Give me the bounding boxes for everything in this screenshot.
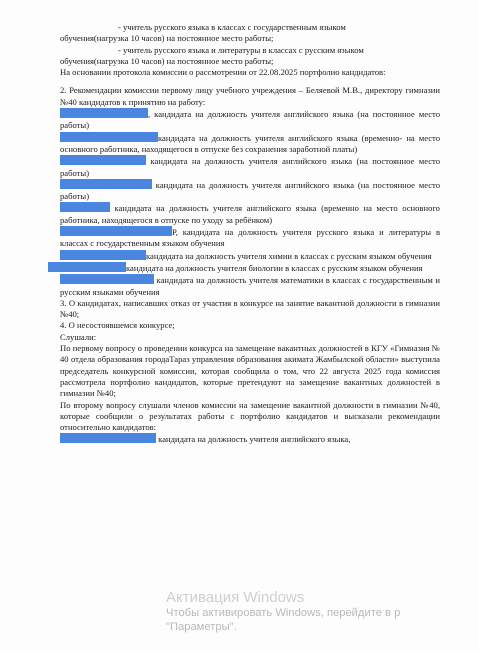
text-line: - учитель русского языка в классах с государственным языком bbox=[118, 22, 346, 32]
refusal-paragraph: 3. О кандидатах, написавших отказ от участия в конкурсе на занятие вакантной должности в гимназии №40; bbox=[60, 297, 440, 320]
redaction-mark bbox=[60, 155, 146, 165]
watermark-line: "Параметры". bbox=[166, 621, 237, 633]
vacancy-item bbox=[60, 22, 440, 45]
failed-contest-paragraph: 4. О несостоявшемся конкурсе; bbox=[60, 320, 175, 331]
basis-paragraph: На основании протокола комиссии о рассмотрении от 22.08.2025 портфолио кандидатов: bbox=[60, 67, 386, 78]
redaction-mark bbox=[60, 132, 158, 142]
candidate-text: кандидата на должность учителя химии в классах с русским языком обучения bbox=[146, 250, 432, 261]
redaction-mark bbox=[60, 108, 148, 118]
redaction-mark bbox=[60, 179, 152, 189]
redaction-mark bbox=[60, 202, 110, 212]
second-question-paragraph: По второму вопросу слушали членов комиссии на замещение вакантной должности в гимназии №40, которые сообщили о результатах работы с портфолио кандидатов и высказали рекомендации относительно кандидатов: bbox=[60, 399, 440, 433]
recommendation-paragraph: 2. Рекомендации комиссии первому лицу учебного учреждения – Беляевой М.В., директору гимназии №40 кандидатов к принятию на работу: bbox=[60, 85, 440, 107]
first-question-paragraph: По первому вопросу о проведении конкурса на замещение вакантных должностей в КГУ «Гимназия № 40 отдела образования городаТараз управления образования акимата Жамбылской области» выступила председатель конкурсной комиссии, которая сообщила о том, что 22 августа 2025 года комиссия рассмотрела портфолио кандидатов, которые претендуют на замещение вакантных должностей в гимназии №40; bbox=[60, 343, 440, 399]
candidate-entry bbox=[60, 202, 440, 226]
text-line: обучения(нагрузка 10 часов) на постоянное место работы; bbox=[60, 55, 274, 66]
candidate-entry bbox=[60, 433, 440, 445]
candidate-text: кандидата на должность учителя английского языка (временно- на место основного работника, находящегося в отпуске без сохранения заработной платы) bbox=[60, 132, 440, 154]
heard-heading: Слушали: bbox=[60, 331, 97, 342]
redaction-mark bbox=[48, 262, 126, 272]
document-body bbox=[60, 22, 440, 446]
candidate-text: , кандидата на должность учителя английского языка (на постоянное место работы) bbox=[60, 109, 440, 131]
candidate-entry bbox=[60, 108, 440, 132]
redaction-mark bbox=[60, 274, 154, 284]
watermark-line: Чтобы активировать Windows, перейдите в р bbox=[166, 607, 401, 619]
candidate-entry bbox=[60, 262, 440, 274]
candidate-text: кандидата на должность учителя английского языка (временно на место основного работника, находящегося в отпуске по уходу за ребёнком) bbox=[60, 203, 440, 225]
candidate-entry bbox=[60, 155, 440, 179]
candidate-text: Р, кандидата на должность учителя русского языка и литературы в классах с государственным языком обучения bbox=[60, 227, 440, 249]
candidate-text: кандидата на должность учителя биологии в классах с русским языком обучения bbox=[126, 262, 423, 273]
text-line: обучения(нагрузка 10 часов) на постоянное место работы; bbox=[60, 33, 274, 44]
candidate-text: кандидата на должность учителя английского языка, bbox=[158, 434, 351, 445]
candidate-text: кандидата на должность учителя математики в классах с государственным и русским языками обучения bbox=[60, 275, 440, 297]
candidate-text: кандидата на должность учителя английского языка (на постоянное место работы) bbox=[60, 156, 440, 178]
vacancy-item bbox=[60, 45, 440, 68]
candidate-entry bbox=[60, 274, 440, 298]
candidate-text: кандидата на должность учителя английского языка (на постоянное место работы) bbox=[60, 179, 440, 202]
candidate-entry bbox=[60, 132, 440, 156]
candidate-entry bbox=[60, 179, 440, 203]
candidate-entry bbox=[60, 226, 440, 250]
redaction-mark bbox=[60, 226, 172, 236]
watermark-title: Активация Windows bbox=[166, 589, 305, 606]
windows-activation-watermark bbox=[166, 590, 479, 634]
text-line: - учитель русского языка и литературы в классах с русским языком bbox=[118, 44, 364, 55]
redaction-mark bbox=[60, 250, 146, 260]
redaction-mark bbox=[60, 433, 156, 443]
candidate-entry bbox=[60, 250, 440, 262]
